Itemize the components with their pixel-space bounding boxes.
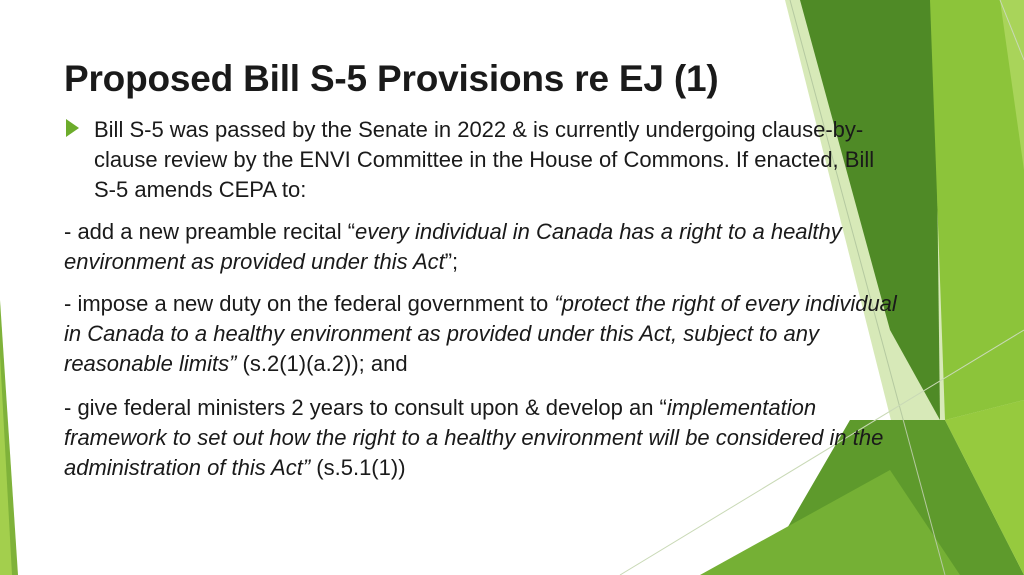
provision-prefix: - add a new preamble recital “ — [64, 219, 356, 244]
provision-item-framework — [64, 393, 914, 483]
provision-quote: every individual in Canada has a right to a healthy environment as provided under this Act — [64, 219, 842, 274]
provision-quote: implementation framework to set out how the right to a healthy environment will be considered in the administration of this Act” — [64, 395, 884, 480]
provision-prefix: - impose a new duty on the federal government to — [64, 291, 555, 316]
provision-suffix: (s.5.1(1)) — [310, 455, 406, 480]
provision-quote: “protect the right of every individual in Canada to a healthy environment as provided under this Act, subject to any reasonable limits” — [64, 291, 897, 376]
triangle-bullet-icon — [66, 119, 79, 137]
provision-suffix: ”; — [444, 249, 459, 274]
provision-suffix: (s.2(1)(a.2)); and — [236, 351, 408, 376]
slide-title: Proposed Bill S-5 Provisions re EJ (1) — [64, 58, 719, 99]
bullet-item — [64, 115, 884, 205]
provision-prefix: - give federal ministers 2 years to consult upon & develop an “ — [64, 395, 667, 420]
provision-item-duty — [64, 289, 914, 379]
provision-item-preamble — [64, 217, 914, 277]
bullet-text: Bill S-5 was passed by the Senate in 2022 & is currently undergoing clause-by-clause review by the ENVI Committee in the House of Commons. If enacted, Bill S-5 amends CEPA to: — [94, 117, 875, 202]
